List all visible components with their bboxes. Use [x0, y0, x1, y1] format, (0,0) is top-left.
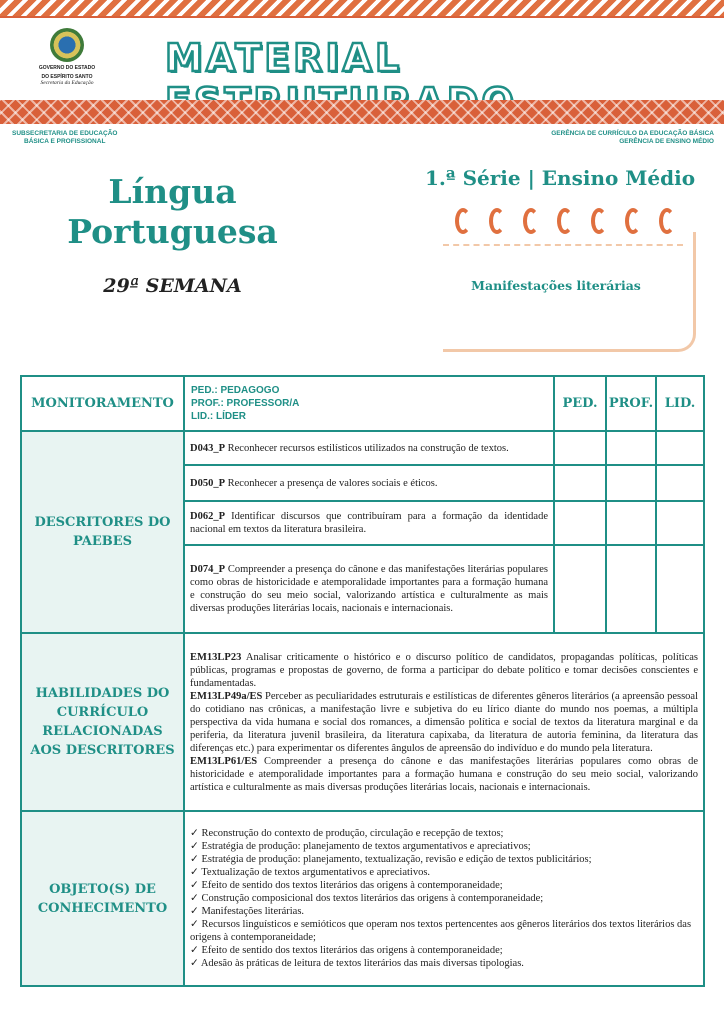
table-row [21, 633, 704, 811]
col-prof-header: PROF. [606, 376, 656, 431]
monitoring-table [20, 375, 705, 987]
logo-text-line3: Secretaria da Educação [40, 80, 94, 86]
state-seal-icon [50, 28, 84, 62]
col-ped-header: PED. [554, 376, 606, 431]
check-ped-d050[interactable] [554, 465, 606, 501]
objeto-item: ✓ Adesão às práticas de leitura de textos literários das mais diversas tipologias. [190, 957, 698, 970]
ring-icon [455, 208, 471, 234]
gerencia-line2: GERÊNCIA DE ENSINO MÉDIO [619, 138, 714, 145]
logo-text-line1: GOVERNO DO ESTADO [38, 65, 96, 71]
subject-title [60, 172, 285, 252]
logo-text-line2: DO ESPÍRITO SANTO [41, 74, 93, 80]
habilidade-item [190, 755, 698, 794]
subject-line2: Portuguesa [67, 212, 278, 251]
top-decorative-stripe [0, 0, 724, 18]
ring-icon [523, 208, 539, 234]
habilidade-text: Analisar criticamente o histórico e o discurso político de candidatos, propagandas políticas, políticas públicas, programas e propostas de governo, de forma a participar do debate político e tomar decisões conscientes e fundamentadas. [190, 651, 698, 689]
descritor-code: D050_P [190, 477, 225, 489]
subject-line1: Língua [108, 172, 237, 211]
check-lid-d062[interactable] [656, 501, 704, 545]
habilidades-cell [184, 633, 704, 811]
ring-icon [489, 208, 505, 234]
descritor-d043 [184, 431, 554, 465]
descritor-code: D074_P [190, 564, 225, 575]
ring-icon [557, 208, 573, 234]
objetos-label: OBJETO(S) DE CONHECIMENTO [21, 811, 184, 986]
descritor-d062 [184, 501, 554, 545]
table-row [21, 431, 704, 465]
ring-icon [659, 208, 675, 234]
objetos-cell [184, 811, 704, 986]
check-lid-d074[interactable] [656, 545, 704, 633]
check-lid-d043[interactable] [656, 431, 704, 465]
objeto-item: ✓ Construção composicional dos textos literários das origens à contemporaneidade; [190, 892, 698, 905]
notebook-dashed-line [443, 244, 683, 246]
gerencia-line1: GERÊNCIA DE CURRÍCULO DA EDUCAÇÃO BÁSICA [551, 130, 714, 137]
topic-label: Manifestações literárias [471, 278, 641, 293]
habilidade-text: Perceber as peculiaridades estruturais e estilísticas de diferentes gêneros literários (a apreensão pessoal do cotidiano nas crônicas, a manifestação livre e subjetiva do eu lírico diante do mundo nos poemas, a múltipla perspectiva da vida humana e social dos romances, a dimensão política e social de textos da literatura marginal e da periferia, da literatura juvenil brasileira, da literatura capixaba, da literatura de autoria feminina, da literatura das diferenças etc.) para experimentar os diferentes ângulos de apreensão do indivíduo e do mundo pela literatura. [190, 690, 698, 754]
descritores-label: DESCRITORES DO PAEBES [21, 431, 184, 633]
descritor-code: D043_P [190, 442, 225, 454]
week-label: 29ª SEMANA [103, 275, 242, 297]
gerencia-label [551, 130, 714, 146]
objeto-item: ✓ Manifestações literárias. [190, 905, 698, 918]
check-prof-d050[interactable] [606, 465, 656, 501]
page-title: MATERIAL [165, 36, 403, 80]
habilidade-text: Compreender a presença do cânone e das manifestações literárias populares como obras de historicidade e atemporalidade importantes para a formação humana e construção do seu meio social, valorizando artística e culturalmente as mais diversas produções literárias locais, nacionais e internacionais. [190, 755, 698, 793]
subsecretaria-line2: BÁSICA E PROFISSIONAL [24, 138, 106, 145]
objeto-item: ✓ Estratégia de produção: planejamento de textos argumentativos e apreciativos; [190, 840, 698, 853]
habilidade-item [190, 690, 698, 755]
decorative-band [0, 100, 724, 124]
descritor-d050 [184, 465, 554, 501]
descritor-d074 [184, 545, 554, 633]
descritor-text: Reconhecer a presença de valores sociais e éticos. [225, 477, 438, 489]
objeto-item: ✓ Efeito de sentido dos textos literários das origens à contemporaneidade; [190, 879, 698, 892]
legend-ped: PED.: PEDAGOGO [191, 385, 280, 396]
legend-prof: PROF.: PROFESSOR/A [191, 398, 300, 409]
ring-icon [625, 208, 641, 234]
subsecretaria-label [12, 130, 117, 146]
table-row [21, 811, 704, 986]
check-prof-d062[interactable] [606, 501, 656, 545]
ring-icon [591, 208, 607, 234]
descritor-text: Compreender a presença do cânone e das manifestações literárias populares como obras de historicidade e atemporalidade importantes para a formação humana e construção do seu meio social, valorizando artística e culturalmente as mais diversas produções literárias locais, nacionais e internacionais. [190, 564, 548, 614]
habilidade-code: EM13LP49a/ES [190, 690, 263, 702]
table-header-row [21, 376, 704, 431]
check-ped-d074[interactable] [554, 545, 606, 633]
check-ped-d062[interactable] [554, 501, 606, 545]
objeto-item: ✓ Textualização de textos argumentativos e apreciativos. [190, 866, 698, 879]
series-label: 1.ª Série | Ensino Médio [425, 166, 696, 190]
descritor-text: Identificar discursos que contribuíram para a formação da identidade nacional em textos da literatura brasileira. [190, 511, 548, 535]
subsecretaria-line1: SUBSECRETARIA DE EDUCAÇÃO [12, 130, 118, 137]
objeto-item: ✓ Efeito de sentido dos textos literários das origens à contemporaneidade; [190, 944, 698, 957]
legend-lid: LID.: LÍDER [191, 411, 246, 422]
check-lid-d050[interactable] [656, 465, 704, 501]
objeto-item: ✓ Recursos linguísticos e semióticos que operam nos textos pertencentes aos gêneros literários dos textos literários das origens à contemporaneidade; [190, 918, 698, 944]
descritor-text: Reconhecer recursos estilísticos utilizados na construção de textos. [225, 442, 509, 454]
habilidade-item [190, 651, 698, 690]
habilidade-code: EM13LP23 [190, 651, 242, 663]
habilidade-code: EM13LP61/ES [190, 755, 258, 767]
habilidades-label: HABILIDADES DO CURRÍCULO RELACIONADAS AOS DESCRITORES [21, 633, 184, 811]
objeto-item: ✓ Estratégia de produção: planejamento, textualização, revisão e edição de textos publicitários; [190, 853, 698, 866]
check-prof-d043[interactable] [606, 431, 656, 465]
government-logo [22, 28, 112, 90]
check-ped-d043[interactable] [554, 431, 606, 465]
objeto-item: ✓ Reconstrução do contexto de produção, circulação e recepção de textos; [190, 827, 698, 840]
monitoring-header: MONITORAMENTO [21, 376, 184, 431]
check-prof-d074[interactable] [606, 545, 656, 633]
descritor-code: D062_P [190, 511, 225, 522]
legend-cell [184, 376, 554, 431]
col-lid-header: LID. [656, 376, 704, 431]
notebook-rings [455, 208, 675, 238]
